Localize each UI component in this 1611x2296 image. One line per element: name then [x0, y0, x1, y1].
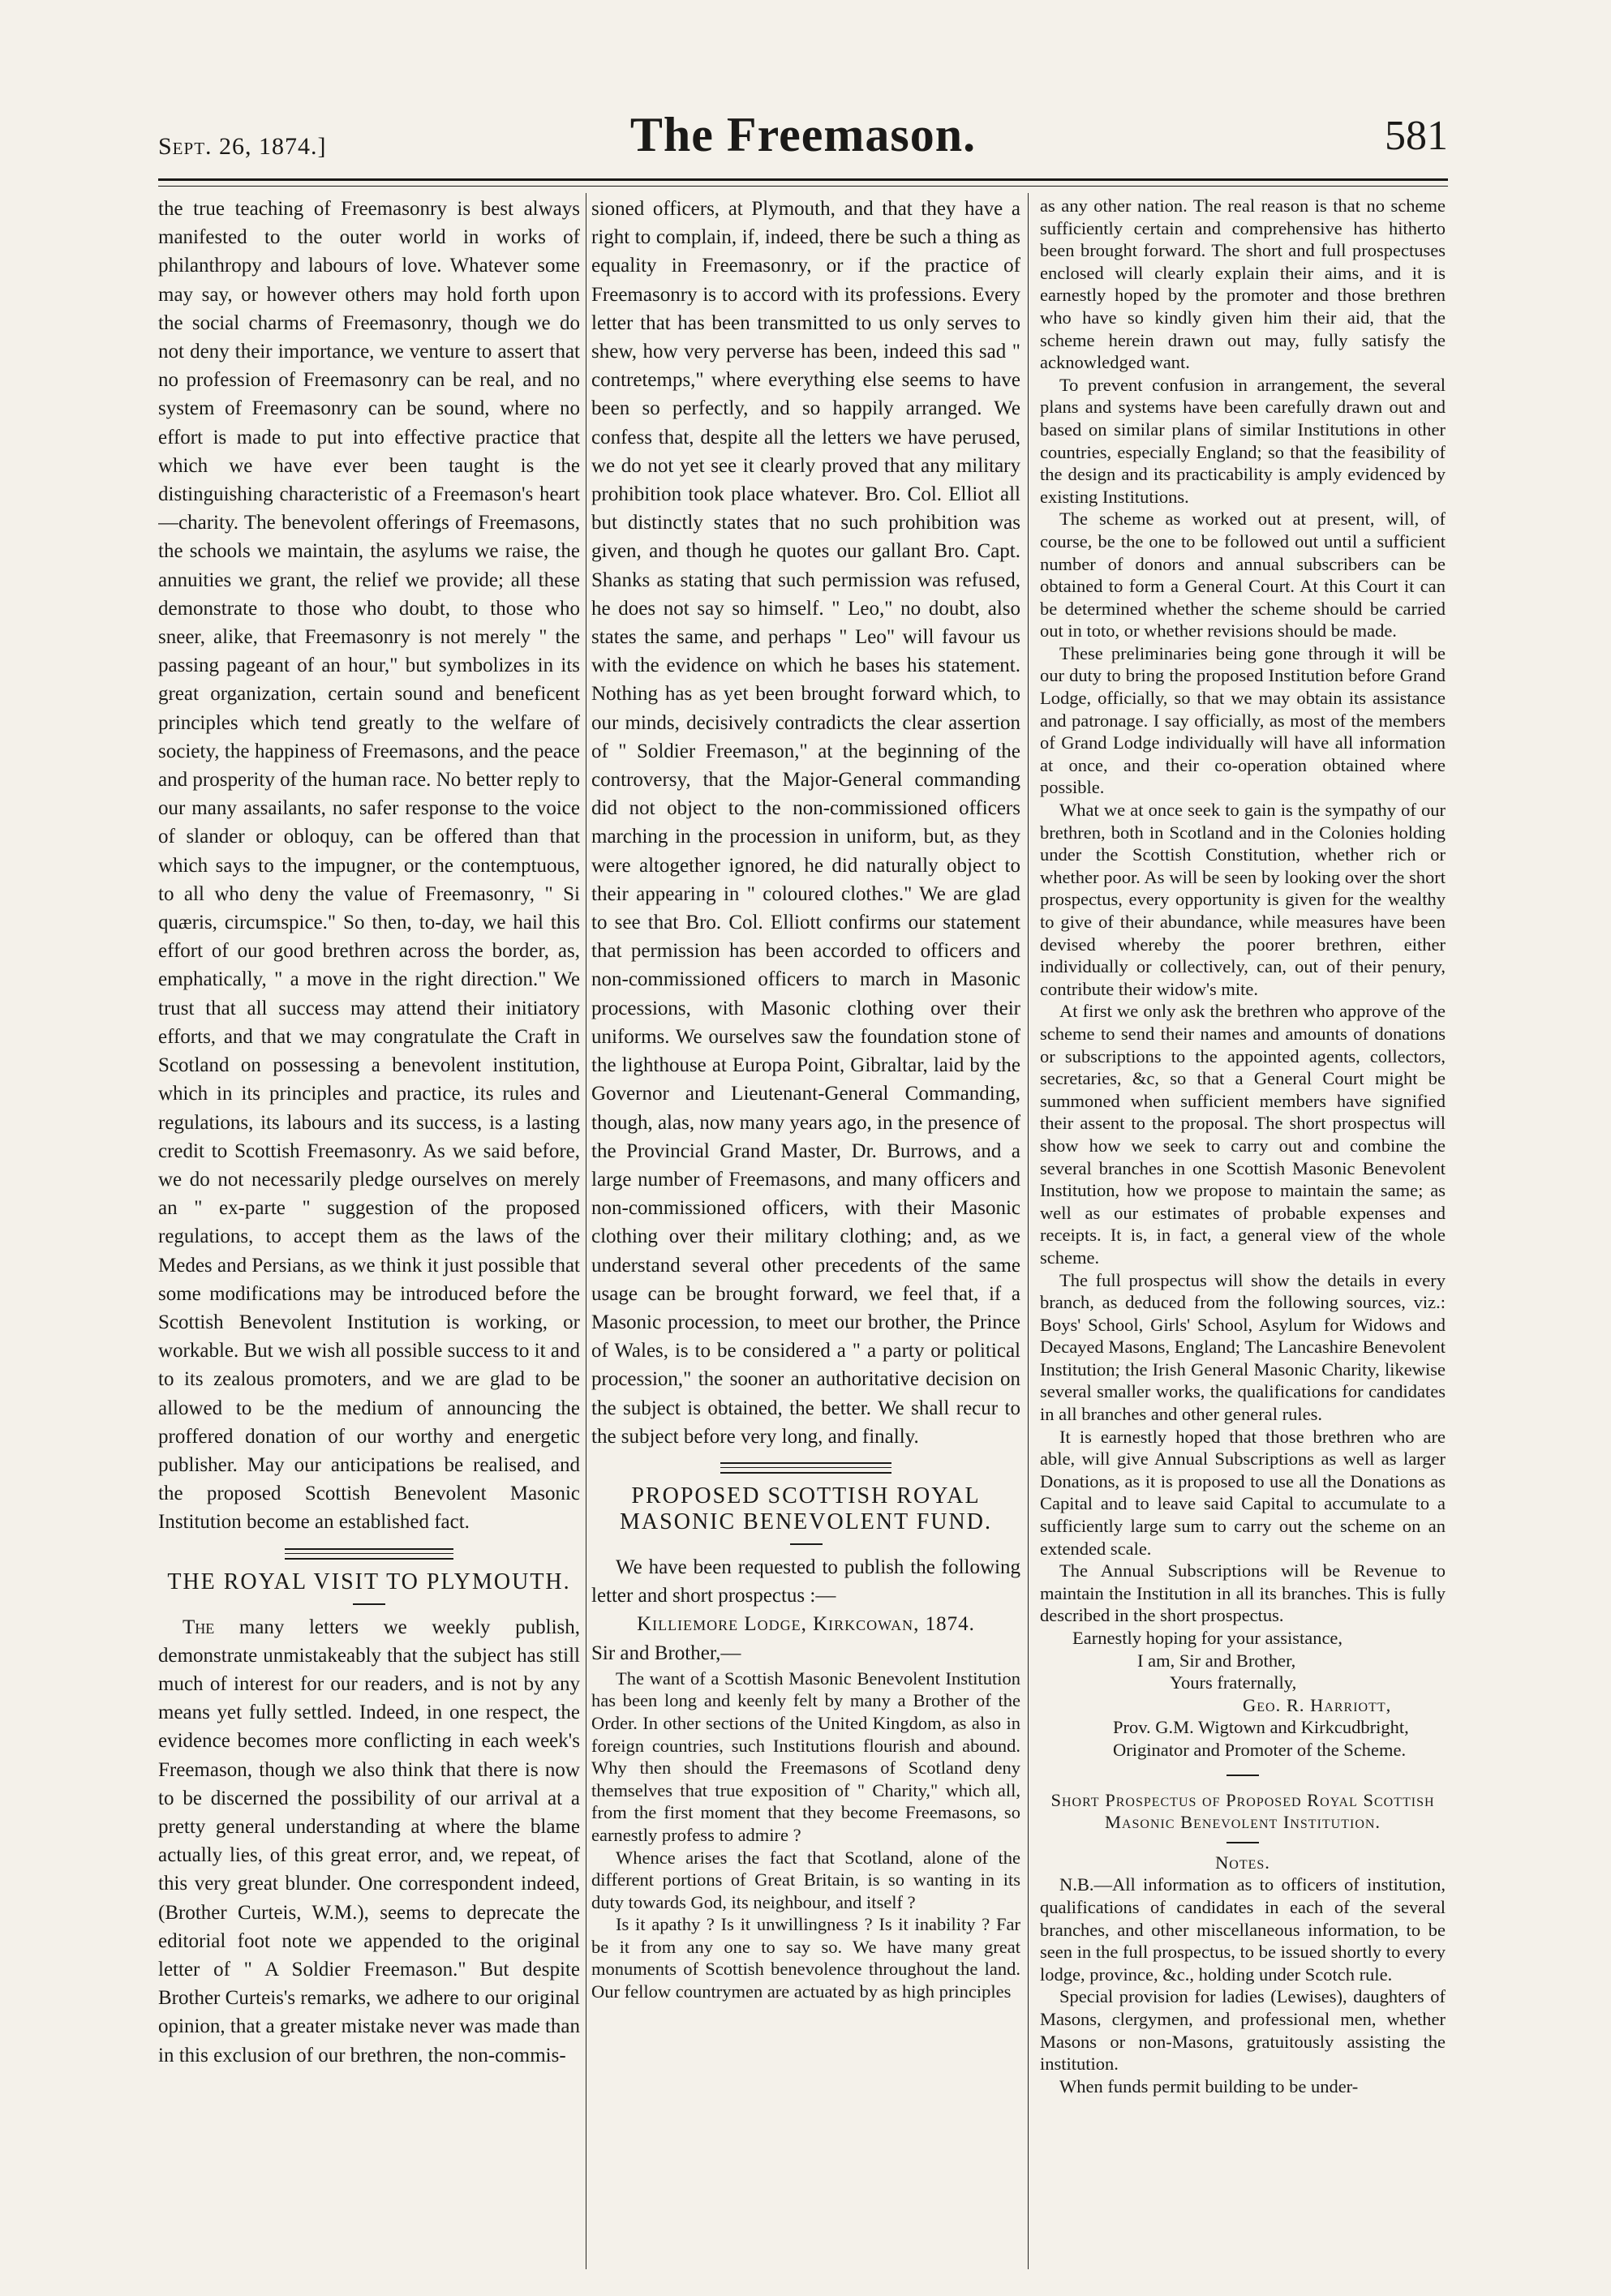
- article-heading-scottish-fund: PROPOSED SCOTTISH ROYAL MASONIC BENEVOLENT FUND.: [620, 1483, 992, 1534]
- letter-paragraph: as any other nation. The real reason is that no scheme sufficiently certain and comprehensive has hitherto been brought forward. The short and full prospectuses enclosed will clearly explain their aims, and it is earnestly hoped by the promoter and those brethren who have so kindly given him their aid, that the scheme herein drawn out may, fully satisfy the acknowledged want.: [1040, 195, 1446, 373]
- masthead: [158, 104, 1448, 175]
- notes-heading: Notes.: [1215, 1852, 1270, 1873]
- section-divider: [720, 1462, 892, 1474]
- letter-salutation: Sir and Brother,—: [591, 1642, 741, 1664]
- letter-paragraph: At first we only ask the brethren who approve of the scheme to send their names and amounts of donations or subscriptions to the appointed agents, collectors, secretaries, &c, so that a General Court might be summoned when sufficient members have signified their assent to the proposal. The short prospectus will show how we seek to carry out and combine the several branches in one Scottish Masonic Benevolent Institution, how we propose to maintain the same; as well as our estimates of probable expenses and receipts. It is, in fact, a general view of the whole scheme.: [1040, 1001, 1446, 1268]
- column-divider-2: [1028, 193, 1029, 2269]
- article-continuation: sioned officers, at Plymouth, and that they have a right to complain, if, indeed, there be such a thing as equality in Freemasonry, or if the practice of Freemasonry is to accord with its professions. Every letter that has been transmitted to us only serves to shew, how very perverse has been, indeed this sad " contretemps," where everything else seems to have been so perfectly, and so happily arranged. We confess that, despite all the letters we have perused, we do not yet see it clearly proved that any military prohibition took place whatever. Bro. Col. Elliot all but distinctly states that no such prohibition was given, and though he quotes our gallant Bro. Capt. Shanks as stating that such permission was refused, he does not say so himself. " Leo," no doubt, also states the same, and perhaps " Leo" will favour us with the evidence on which he bases his statement. Nothing has as yet been brought forward which, to our minds, decisively contradicts the clear assertion of " Soldier Freemason," at the beginning of the controversy, that the Major-General commanding did not object to the non-commissioned officers marching in the procession in uniform, but, as they were altogether ignored, he did naturally object to their appearing in " coloured clothes." We are glad to see that Bro. Col. Elliott confirms our statement that permission has been accorded to officers and non-commissioned officers to march in Masonic processions, with Masonic clothing over their uniforms. We ourselves saw the foundation stone of the lighthouse at Europa Point, Gibraltar, laid by the Governor and Lieutenant-General Commanding, though, alas, now many years ago, in the presence of the Provincial Grand Master, Dr. Burrows, and a large number of Freemasons, and many officers and non-commissioned officers, with their Masonic clothing over their military clothing; and, as we understand several other precedents of the same usage can be brought forward, we feel that, if a Masonic procession, to meet our brother, the Prince of Wales, is to be considered a " a party or political procession," the sooner an authoritative decision on the subject is obtained, the better. We shall recur to the subject before very long, and finally.: [591, 198, 1020, 1448]
- signature-title: Prov. G.M. Wigtown and Kirkcudbright,: [1113, 1717, 1409, 1738]
- signature-line: Earnestly hoping for your assistance,: [1072, 1628, 1343, 1648]
- heading-dash: [353, 1603, 385, 1605]
- newspaper-title: The Freemason.: [629, 108, 977, 161]
- notes-paragraph: N.B.—All information as to officers of institution, qualifications of candidates in each of the several branches, and other miscellaneous information, to be seen in the full prospectus, to be issued shortly to every lodge, province, &c., holding under Scotch rule.: [1040, 1874, 1446, 1985]
- article-heading-royal-visit: THE ROYAL VISIT TO PLYMOUTH.: [167, 1569, 571, 1594]
- column-3: [1040, 195, 1446, 2097]
- intro-paragraph: We have been requested to publish the following letter and short prospectus :—: [591, 1556, 1020, 1607]
- letter-paragraph: The scheme as worked out at present, will, of course, be the one to be followed out until a sufficient number of donors and annual subscribers can be obtained to form a General Court. At this Court it can be determined whether the scheme should be carried out in toto, or whether revisions should be made.: [1040, 509, 1446, 642]
- page-number: 581: [1385, 113, 1448, 159]
- letter-paragraph: It is earnestly hoped that those brethren who are able, will give Annual Subscriptions as well as larger Donations, as it is proposed to use all the Donations as Capital and to leave said Capital to accumulate to a sufficiently large sum to carry out the scheme on an extended scale.: [1040, 1426, 1446, 1559]
- letter-dateline: Killiemore Lodge, Kirkcowan, 1874.: [637, 1613, 975, 1636]
- column-1: [158, 195, 580, 2070]
- letter-paragraph: What we at once seek to gain is the sympathy of our brethren, both in Scotland and in the Colonies holding under the Scottish Constitution, whether rich or whether poor. As will be seen by looking over the short prospectus, every opportunity is given for the wealthy to give of their abundance, while measures have been devised whereby the poorer brethren, either individually or collectively, can, out of their penury, contribute their widow's mite.: [1040, 800, 1446, 999]
- lead-word: The: [183, 1616, 215, 1638]
- section-divider: [285, 1548, 453, 1560]
- section-dash: [1227, 1775, 1259, 1776]
- letter-paragraph: Is it apathy ? Is it unwillingness ? Is it inability ? Far be it from any one to say so. We have many great monuments of Scottish benevolence throughout the land. Our fellow countrymen are actuated by as high principles: [591, 1914, 1020, 2002]
- letter-paragraph: The full prospectus will show the details in every branch, as deduced from the following sources, viz.: Boys' School, Girls' School, Asylum for Widows and Decayed Masons, England; The Lancashire Benevolent Institution; the Irish General Masonic Charity, likewise several smaller works, the qualifications for candidates in all branches and other general rules.: [1040, 1269, 1446, 1425]
- article-paragraph: [158, 1613, 580, 2070]
- letter-paragraph: To prevent confusion in arrangement, the several plans and systems have been carefully drawn out and based on similar plans of similar Institutions in other countries, especially England; so that the feasibility of the design and its practicability is amply evidenced by existing Institutions.: [1040, 374, 1446, 507]
- letter-paragraph: The Annual Subscriptions will be Revenue to maintain the Institution in all its branches. This is fully described in the short prospectus.: [1040, 1560, 1446, 1626]
- signature-line: Yours fraternally,: [1170, 1672, 1297, 1693]
- issue-date: Sept. 26, 1874.]: [158, 133, 327, 160]
- letter-paragraph: These preliminaries being gone through it will be our duty to bring the proposed Institution before Grand Lodge, officially, so that we may obtain its assistance and patronage. I say officially, as most of the members of Grand Lodge individually will have all information at once, and their co-operation obtained where possible.: [1040, 642, 1446, 798]
- editorial-paragraph: the true teaching of Freemasonry is best always manifested to the outer world in works of philanthropy and labours of love. Whatever some may say, or however others may hold forth upon the social charms of Freemasonry, though we do not deny their importance, we venture to assert that no profession of Freemasonry can be real, and no system of Freemasonry can be sound, where no effort is made to put into effective practice that which we have ever been taught is the distinguishing characteristic of a Freemason's heart—charity. The benevolent offerings of Freemasons, the schools we maintain, the asylums we raise, the annuities we grant, the relief we provide; all these demonstrate to those who doubt, to those who sneer, alike, that Freemasonry is not merely " the passing pageant of an hour," but symbolizes in its great organization, certain sound and beneficent principles which tend greatly to the welfare of society, the happiness of Freemasons, and the peace and prosperity of the human race. No better reply to our many assailants, no safer response to the voice of slander or obloquy, can be offered than that which says to the impugner, or the contemptuous, to all who deny the value of Freemasonry, " Si quæris, circumspice." So then, to-day, we hail this effort of our good brethren across the border, as, emphatically, " a move in the right direction." We trust that all success may attend their initiatory efforts, and that we may congratulate the Craft in Scotland on possessing a benevolent institution, which in its principles and practice, its rules and regulations, its labours and its success, is a lasting credit to Scottish Freemasonry. As we said before, we do not necessarily pledge ourselves on merely an " ex-parte " suggestion of the proposed regulations, to accept them as the laws of the Medes and Persians, as we think it just possible that some modifications may be introduced before the Scottish Benevolent Institution is working, or workable. But we wish all possible success to it and to its zealous promoters, and we are glad to be allowed to be the medium of announcing the proffered donation of our worthy and energetic publisher. May our anticipations be realised, and the proposed Scottish Benevolent Masonic Institution become an established fact.: [158, 198, 580, 1534]
- column-2: [591, 195, 1020, 2003]
- letter-paragraph: Whence arises the fact that Scotland, alone of the different portions of Great Britain, is so wanting in its duty towards God, its neighbour, and itself ?: [591, 1847, 1020, 1912]
- notes-paragraph: Special provision for ladies (Lewises), daughters of Masons, clergymen, and professional men, whether Masons or non-Masons, gratuitously assisting the institution.: [1040, 1986, 1446, 2075]
- signature-title: Originator and Promoter of the Scheme.: [1113, 1739, 1407, 1760]
- signature-name: Geo. R. Harriott,: [1243, 1694, 1392, 1715]
- heading-dash: [790, 1543, 823, 1545]
- notes-paragraph: When funds permit building to be under-: [1059, 2075, 1359, 2096]
- letter-paragraph: The want of a Scottish Masonic Benevolent Institution has been long and keenly felt by many a Brother of the Order. In other sections of the United Kingdom, as also in foreign countries, such Institutions flourish and abound. Why then should the Freemasons of Scotland deny themselves that true exposition of " Charity," which all, from the first moment that they become Freemasons, so earnestly profess to admire ?: [591, 1667, 1020, 1845]
- signature-line: I am, Sir and Brother,: [1137, 1650, 1296, 1671]
- prospectus-heading: Short Prospectus of Proposed Royal Scottish Masonic Benevolent Institution.: [1050, 1789, 1435, 1833]
- article-body: many letters we weekly publish, demonstrate unmistakeably that the subject has still much of interest for our readers, and is not by any means yet fully settled. Indeed, in one respect, the evidence becomes more conflicting in each week's Freemason, though we also think that there is now to be discerned the possibility of our arrival at a pretty general understanding at where the blame actually lies, of this great error, and, we repeat, of this very great blunder. One correspondent indeed, (Brother Curteis, W.M.), seems to deprecate the editorial foot note we appended to the original letter of " A Soldier Freemason." But despite Brother Curteis's remarks, we adhere to our original opinion, that a greater mistake never was made than in this exclusion of our brethren, the non-commis-: [158, 1616, 580, 2066]
- heading-dash: [1227, 1842, 1259, 1843]
- masthead-rule: [158, 178, 1448, 187]
